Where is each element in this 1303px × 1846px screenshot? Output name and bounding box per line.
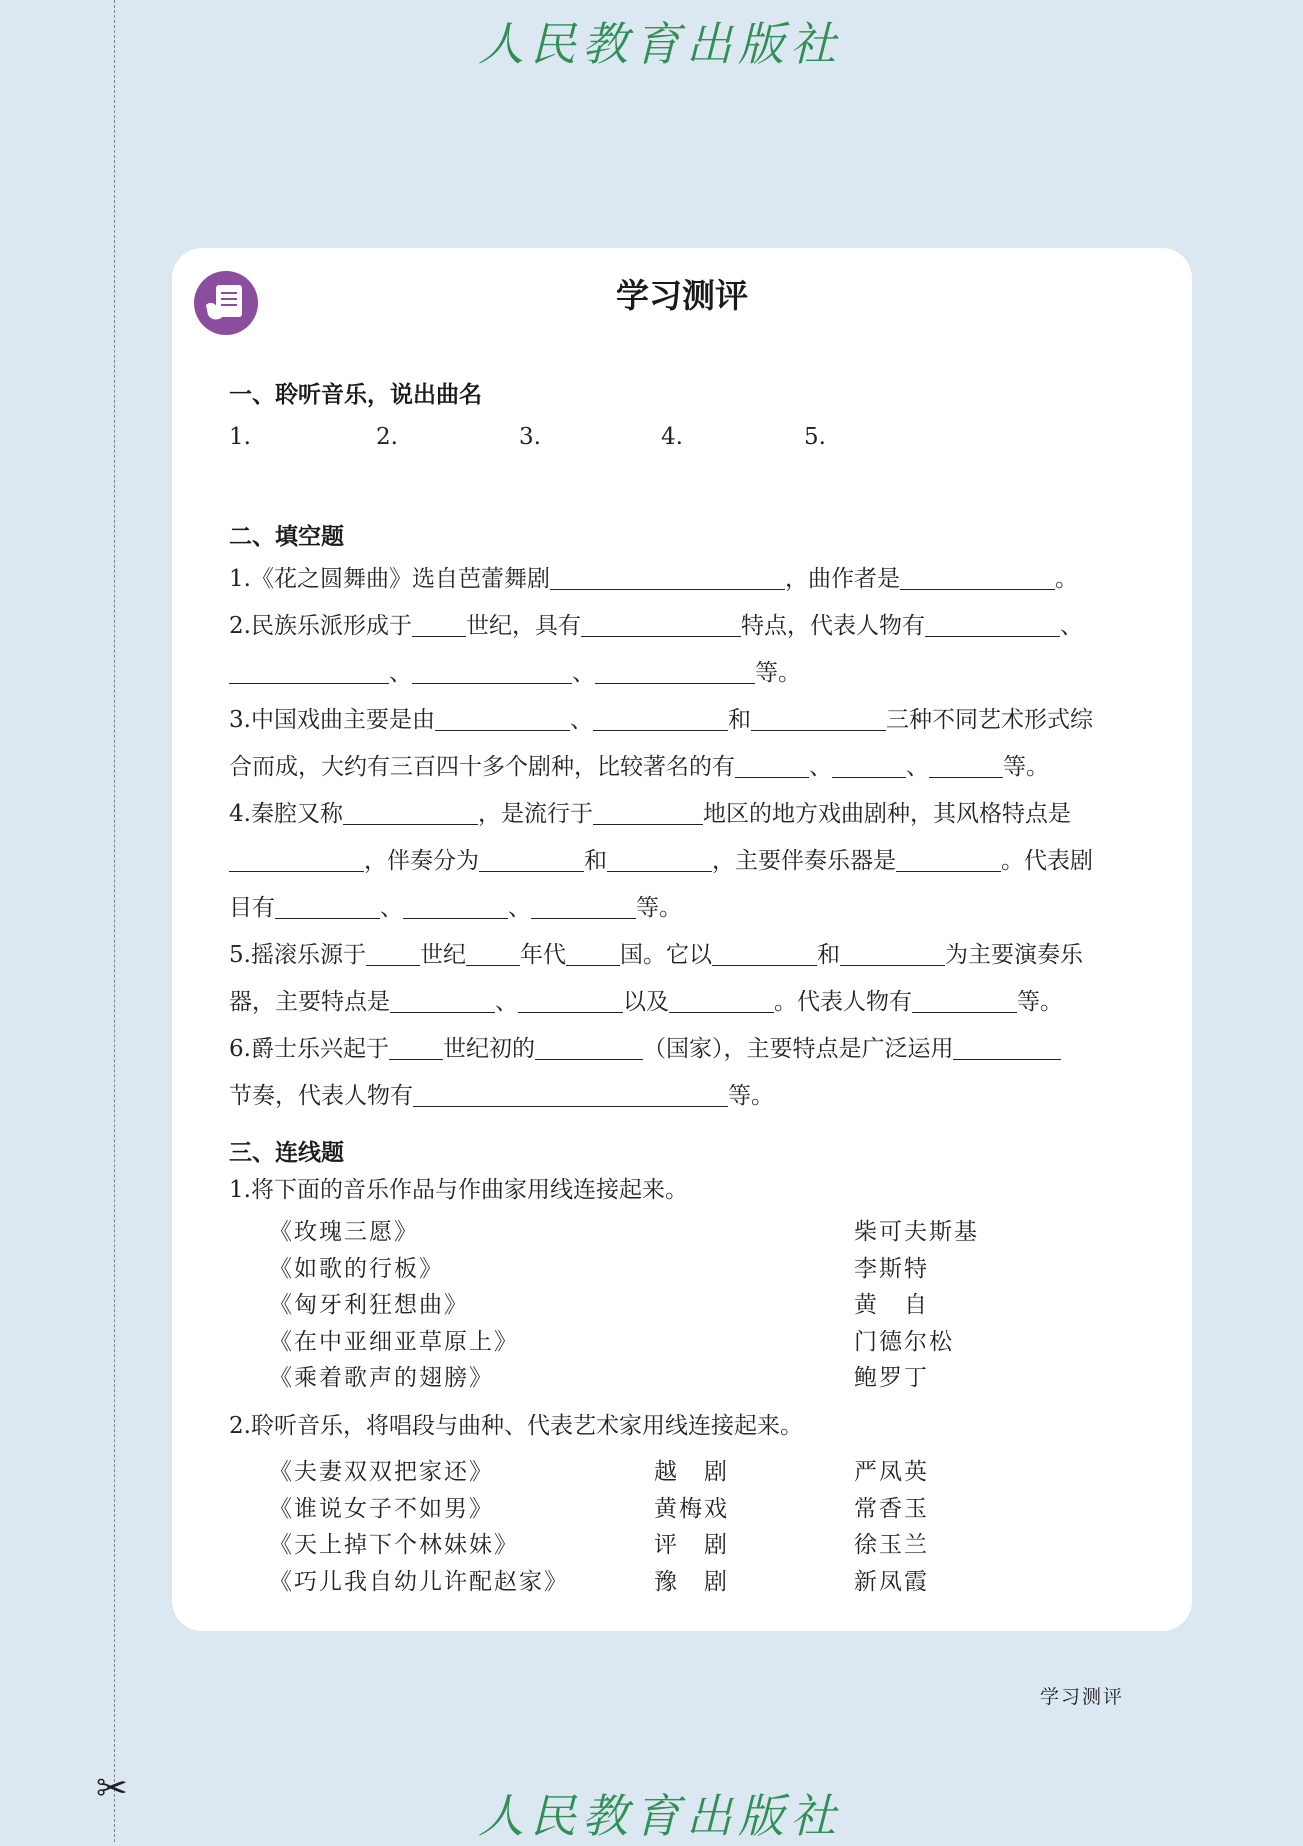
- music-work[interactable]: 《乘着歌声的翅膀》: [269, 1365, 494, 1391]
- fill-text: 为主要演奏乐: [944, 942, 1083, 968]
- fill-text: 、: [1059, 613, 1083, 639]
- fill-text: ，伴奏分为: [364, 848, 479, 874]
- fill-text: （国家），主要特点是广泛运用: [642, 1036, 954, 1062]
- opera-piece[interactable]: 《巧儿我自幼儿许配赵家》: [269, 1568, 569, 1595]
- opera-genre[interactable]: 豫 剧: [654, 1568, 729, 1595]
- fill-text: 。代表剧: [1001, 848, 1093, 874]
- fill-line-10: [229, 986, 1063, 1018]
- fill-text: 、: [572, 660, 595, 686]
- fill-text: 等。: [755, 660, 801, 686]
- fill-text: 等。: [1003, 754, 1049, 780]
- fill-text: 和: [584, 848, 607, 874]
- fill-text: 和: [727, 707, 751, 733]
- answer-blank[interactable]: [912, 990, 1017, 1013]
- answer-blank[interactable]: [607, 849, 712, 872]
- answer-blank[interactable]: [840, 943, 945, 966]
- fill-text: ，曲作者是: [784, 566, 900, 592]
- fill-text: 、: [508, 895, 531, 921]
- fill-text: 地区的地方戏曲剧种，其风格特点是: [702, 801, 1071, 827]
- fill-text: 年代: [519, 942, 566, 968]
- opera-artist[interactable]: 严凤英: [854, 1459, 929, 1485]
- opera-artist[interactable]: 常香玉: [854, 1495, 929, 1522]
- fill-line-9: [229, 939, 1083, 971]
- fill-text: 世纪初的: [442, 1036, 535, 1062]
- fill-text: 和: [816, 942, 840, 968]
- opera-genre[interactable]: 黄梅戏: [654, 1495, 729, 1522]
- fill-text: 三种不同艺术形式综: [885, 707, 1093, 733]
- fill-text: 以及: [623, 989, 669, 1015]
- composer[interactable]: 鲍罗丁: [854, 1365, 929, 1391]
- music-work[interactable]: 《匈牙利狂想曲》: [269, 1292, 469, 1318]
- fill-text: 等。: [636, 895, 682, 921]
- answer-blank[interactable]: [479, 849, 584, 872]
- publisher-logo-top: 人民教育出版社: [478, 17, 842, 71]
- section-1-heading: 一、聆听音乐，说出曲名: [229, 382, 482, 408]
- answer-blank[interactable]: [581, 614, 741, 637]
- fill-line-12: [229, 1080, 774, 1112]
- answer-blank[interactable]: [412, 614, 466, 637]
- fill-line-7: [229, 845, 1093, 877]
- card-title: 学习测评: [616, 276, 748, 315]
- answer-blank[interactable]: [929, 755, 1003, 778]
- fill-text: 、: [569, 707, 593, 733]
- answer-blank[interactable]: [412, 661, 572, 684]
- pieces-column: [269, 1458, 569, 1604]
- fill-text: 2.民族乐派形成于: [229, 613, 412, 639]
- answer-blank[interactable]: [535, 1037, 643, 1060]
- answer-blank[interactable]: [390, 990, 495, 1013]
- answer-blank[interactable]: [566, 943, 620, 966]
- music-work[interactable]: 《在中亚细亚草原上》: [269, 1328, 519, 1355]
- fill-text: 4.秦腔又称: [229, 801, 343, 827]
- fill-text: 、: [380, 895, 403, 921]
- fill-text: 。代表人物有: [774, 989, 912, 1015]
- fill-line-1: [229, 563, 1078, 595]
- answer-number: 5.: [804, 424, 826, 450]
- answer-blank[interactable]: [735, 755, 809, 778]
- fill-text: 国。它以: [619, 942, 712, 968]
- fill-text: 特点，代表人物有: [740, 613, 925, 639]
- answer-blank[interactable]: [593, 802, 703, 825]
- section-2-heading: 二、填空题: [229, 524, 344, 550]
- opera-piece[interactable]: 《天上掉下个林妹妹》: [269, 1532, 519, 1558]
- fill-line-3: [229, 657, 801, 689]
- answer-blank[interactable]: [366, 943, 420, 966]
- answer-blank[interactable]: [518, 990, 623, 1013]
- fill-text: ，是流行于: [477, 801, 593, 827]
- fill-text: 节奏，代表人物有: [229, 1083, 413, 1109]
- fill-line-11: [229, 1033, 1061, 1065]
- fill-text: 1.《花之圆舞曲》选自芭蕾舞剧: [229, 566, 550, 592]
- answer-blank[interactable]: [435, 708, 570, 731]
- answer-blank[interactable]: [593, 708, 728, 731]
- fill-text: 等。: [1017, 989, 1063, 1015]
- answer-blank[interactable]: [669, 990, 774, 1013]
- fill-line-8: [229, 892, 682, 924]
- fill-text: 器，主要特点是: [229, 989, 390, 1015]
- answer-blank[interactable]: [343, 802, 478, 825]
- fill-text: 。: [1054, 566, 1078, 592]
- answer-blank[interactable]: [832, 755, 906, 778]
- publisher-logo-bottom: 人民教育出版社: [478, 1789, 842, 1843]
- fill-text: ，主要伴奏乐器是: [712, 848, 896, 874]
- works-column: [269, 1218, 519, 1401]
- composers-column: [854, 1218, 979, 1401]
- fill-line-5: [229, 751, 1049, 783]
- opera-genre[interactable]: 越 剧: [654, 1459, 729, 1485]
- section-3-heading: 三、连线题: [229, 1140, 344, 1166]
- genres-column: [654, 1458, 729, 1604]
- answer-blank[interactable]: [925, 614, 1060, 637]
- fill-line-6: [229, 798, 1071, 830]
- fill-text: 世纪: [419, 942, 466, 968]
- answer-blank[interactable]: [953, 1037, 1061, 1060]
- answer-blank[interactable]: [275, 896, 380, 919]
- fill-text: 世纪，具有: [465, 613, 581, 639]
- answer-blank[interactable]: [466, 943, 520, 966]
- footer-section-label: 学习测评: [1040, 1686, 1125, 1708]
- fill-text: 、: [809, 754, 832, 780]
- fill-text: 、: [389, 660, 412, 686]
- opera-genre[interactable]: 评 剧: [654, 1532, 729, 1558]
- composer[interactable]: 黄 自: [854, 1292, 929, 1318]
- composer[interactable]: 柴可夫斯基: [854, 1219, 979, 1245]
- music-work[interactable]: 《玫瑰三愿》: [269, 1219, 419, 1245]
- matching-prompt-1: 1.将下面的音乐作品与作曲家用线连接起来。: [229, 1177, 688, 1203]
- answer-blank[interactable]: [896, 849, 1001, 872]
- answer-number: 3.: [519, 424, 541, 450]
- answer-blank[interactable]: [751, 708, 886, 731]
- answer-blank[interactable]: [389, 1037, 443, 1060]
- answer-number: 2.: [376, 424, 398, 450]
- answer-blank[interactable]: [229, 849, 364, 872]
- composer[interactable]: 门德尔松: [854, 1328, 954, 1355]
- fill-text: 等。: [728, 1083, 774, 1109]
- music-work[interactable]: 《如歌的行板》: [269, 1255, 444, 1282]
- answer-blank[interactable]: [900, 567, 1055, 590]
- fill-text: 6.爵士乐兴起于: [229, 1036, 389, 1062]
- artists-column: [854, 1458, 929, 1604]
- answer-blank[interactable]: [712, 943, 817, 966]
- fill-line-2: [229, 610, 1083, 642]
- opera-piece[interactable]: 《谁说女子不如男》: [269, 1495, 494, 1522]
- answer-blank[interactable]: [550, 567, 785, 590]
- fill-text: 合而成，大约有三百四十多个剧种，比较著名的有: [229, 754, 735, 780]
- opera-artist[interactable]: 徐玉兰: [854, 1532, 929, 1558]
- assessment-card: [172, 248, 1192, 1631]
- answer-blank[interactable]: [413, 1084, 728, 1107]
- answer-blank[interactable]: [229, 661, 389, 684]
- answer-blank[interactable]: [531, 896, 636, 919]
- fill-text: 5.摇滚乐源于: [229, 942, 366, 968]
- fill-text: 、: [906, 754, 929, 780]
- opera-piece[interactable]: 《夫妻双双把家还》: [269, 1459, 494, 1485]
- fill-text: 目有: [229, 895, 275, 921]
- answer-blank[interactable]: [595, 661, 755, 684]
- composer[interactable]: 李斯特: [854, 1255, 929, 1282]
- cut-line: [114, 0, 115, 1842]
- opera-artist[interactable]: 新凤霞: [854, 1568, 929, 1595]
- answer-number: 1.: [229, 424, 251, 450]
- scissors-icon: ✂: [96, 1766, 128, 1810]
- answer-number: 4.: [661, 424, 683, 450]
- fill-line-4: [229, 704, 1093, 736]
- answer-blank[interactable]: [403, 896, 508, 919]
- fill-text: 3.中国戏曲主要是由: [229, 707, 435, 733]
- fill-text: 、: [495, 989, 518, 1015]
- matching-prompt-2: 2.聆听音乐，将唱段与曲种、代表艺术家用线连接起来。: [229, 1413, 803, 1439]
